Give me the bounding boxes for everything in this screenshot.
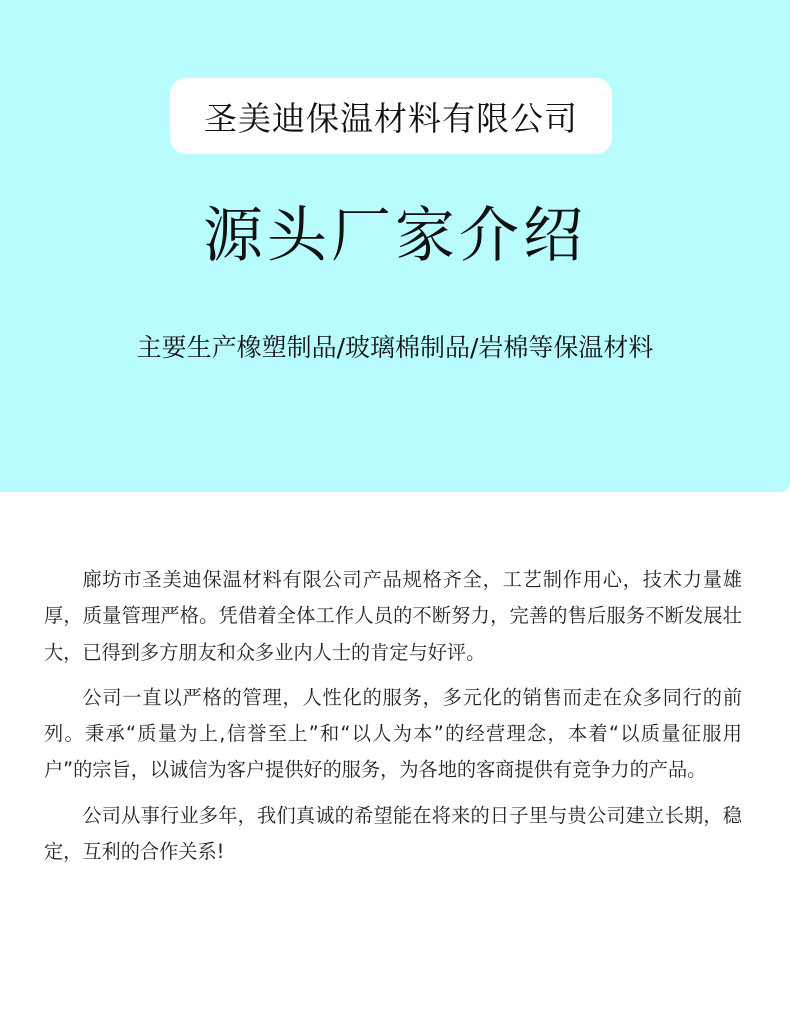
intro-paragraph: 廊坊市圣美迪保温材料有限公司产品规格齐全，工艺制作用心，技术力量雄厚，质量管理严格。凭借着全体工作人员的不断努力，完善的售后服务不断发展壮大，已得到多方朋友和众多业内人士的肯定与好评。 — [44, 568, 742, 664]
company-name-badge: 圣美迪保温材料有限公司 — [170, 78, 612, 154]
header-banner — [0, 0, 790, 492]
company-introduction — [44, 562, 742, 879]
page-title: 源头厂家介绍 — [203, 201, 587, 271]
intro-paragraph: 公司一直以严格的管理，人性化的服务，多元化的销售而走在众多同行的前列。秉承“质量为上,信誉至上”和“以人为本”的经营理念，本着“以质量征服用户”的宗旨，以诚信为客户提供好的服务，为各地的客商提供有竞争力的产品。 — [44, 685, 742, 782]
intro-paragraph: 公司从事行业多年，我们真诚的希望能在将来的日子里与贵公司建立长期，稳定，互利的合作关系! — [44, 803, 742, 864]
product-subtitle: 主要生产橡塑制品/玻璃棉制品/岩棉等保温材料 — [136, 333, 654, 362]
